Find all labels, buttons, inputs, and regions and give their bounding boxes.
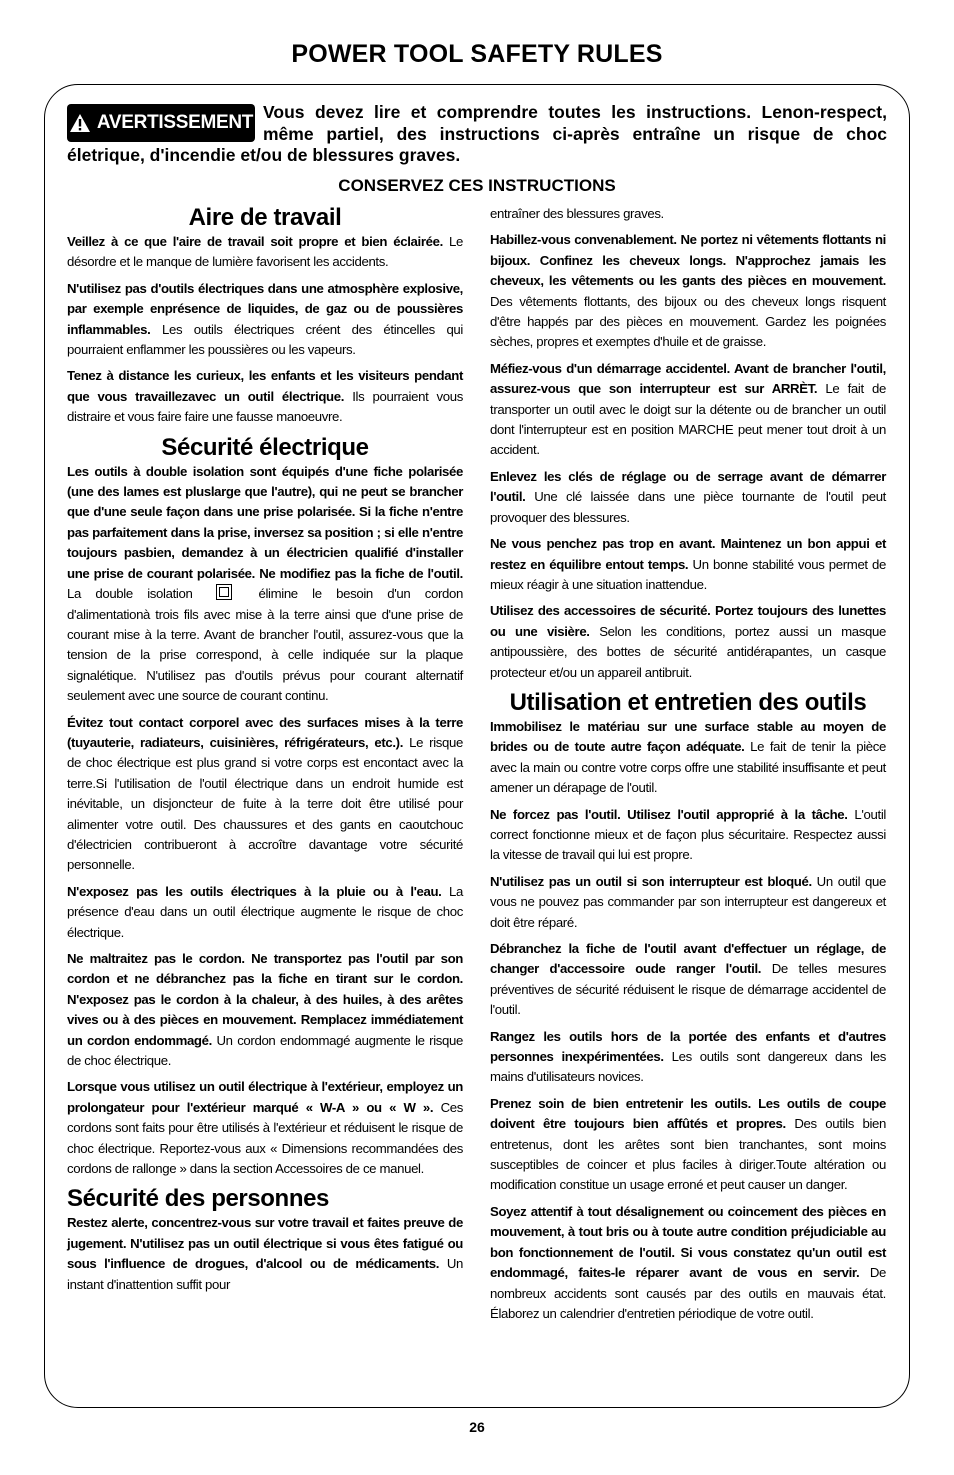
paragraph: Immobilisez le matériau sur une surface stable au moyen de brides ou de toute autre façon adéquate. Le fait de tenir la pièce avec la main ou contre votre corps offre une stabilité insuffisante et peut amener un dérapage de l'outil.: [490, 718, 886, 796]
warning-badge: [67, 104, 255, 142]
paragraph: Veillez à ce que l'aire de travail soit propre et bien éclairée. Le désordre et le manque de lumière favorisent les accidents.: [67, 234, 463, 270]
page-number: 26: [469, 1419, 485, 1435]
heading-tool-use: Utilisation et entretien des outils: [509, 688, 867, 716]
paragraph: N'utilisez pas un outil si son interrupteur est bloqué. Un outil que vous ne pouvez pas commander par son interrupteur est dangereux et doit être réparé.: [490, 873, 886, 930]
paragraph: Méfiez-vous d'un démarrage accidentel. Avant de brancher l'outil, assurez-vous que son interrupteur est sur ARRÈT. Le fait de transporter un outil avec le doigt sur la détente ou de brancher un outil dont l'interrupteur est en position MARCHE peut mener tout droit à un accident.: [490, 360, 886, 458]
paragraph: Lorsque vous utilisez un outil électrique à l'extérieur, employez un prolongateur pour l'extérieur marqué « W-A » ou « W ». Ces cordons sont faits pour être utilisés à l'extérieur et réduisent le risque de choc électrique. Reportez-vous aux « Dimensions recommandées des cordons de rallonge » dans la section Accessoires de ce manuel.: [67, 1079, 463, 1177]
paragraph: Soyez attentif à tout désalignement ou coincement des pièces en mouvement, à tout bris ou à toute autre condition préjudiciable au bon fonctionnement de l'outil. Si vous constatez qu'un outil est endommagé, faites-le réparer avant de vous en servir. De nombreux accidents sont causés par des outils en mauvais état. Élaborez un calendrier d'entretien périodique de votre outil.: [490, 1203, 886, 1321]
paragraph: Restez alerte, concentrez-vous sur votre travail et faites preuve de jugement. N'utilisez pas un outil électrique si vous êtes fatigué ou sous l'influence de drogues, d'alcool ou de médicaments. Un instant d'inattention suffit pour: [67, 1215, 463, 1292]
warning-label: AVERTISSEMENT: [96, 112, 254, 133]
left-column: [67, 204, 463, 1301]
paragraph: N'utilisez pas d'outils électriques dans une atmosphère explosive, par exemple enprésence de liquides, de gaz ou de poussières inflammables. Les outils électriques créent des étincelles qui pourraient enflammer les poussières ou les vapeurs.: [67, 280, 463, 358]
paragraph: Les outils à double isolation sont équipés d'une fiche polarisée (une des lames est pluslarge que l'autre), qui ne peut se brancher que d'une seule façon dans une prise polarisée. Si la fiche n'entre pas parfaitement dans la prise, inversez sa position ; si elle n'entre toujours pasbien, demandez à un électricien qualifié d'installer une prise de courant polarisée. Ne modifiez pas la fiche de l'outil. La double isolation élimine le besoin d'un cordon d'alimentationà trois fils avec mise à la terre ainsi que d'une prise de courant mise à la terre. Avant de brancher l'outil, assurez-vous que la tension de la prise correspond, à celle indiquée sur la plaque signalétique. N'utilisez pas d'outils prévus pour courant alternatif seulement avec une source de courant continu.: [67, 463, 463, 704]
paragraph: Utilisez des accessoires de sécurité. Portez toujours des lunettes ou une visière. Selon les conditions, portez aussi un masque antipoussière, des bottes de sécurité antidérapantes, un casque protecteur et/ou un appareil antibruit.: [490, 603, 886, 680]
heading-personal: Sécurité des personnes: [67, 1185, 329, 1213]
heading-electrical: Sécurité électrique: [161, 433, 369, 461]
paragraph: Habillez-vous convenablement. Ne portez ni vêtements flottants ni bijoux. Confinez les cheveux longs. N'approchez jamais les cheveux, les vêtements ou les gants des pièces en mouvement. Des vêtements flottants, des bijoux ou des cheveux longs risquent d'être happés par des pièces en mouvement. Gardez les poignées sèches, propres et exemptes d'huile et de graisse.: [490, 232, 886, 350]
warning-text: Vous devez lire et comprendre toutes les instructions. Lenon-respect, même partiel, des instructions ci-après entraîne un risque de choc életrique, d'incendie et/ou de blessures graves.: [67, 102, 887, 165]
paragraph: entraîner des blessures graves.: [490, 206, 664, 221]
paragraph: Ne vous penchez pas trop en avant. Maintenez un bon appui et restez en équilibre entout temps. Un bonne stabilité vous permet de mieux réagir à une situation inattendue.: [490, 536, 886, 592]
paragraph: Ne maltraitez pas le cordon. Ne transportez pas l'outil par son cordon et ne débranchez pas la fiche en tirant sur le cordon. N'exposez pas le cordon à la chaleur, à des huiles, à des arêtes vives ou à des pièces en mouvement. Remplacez immédiatement un cordon endommagé. Un cordon endommagé augmente le risque de choc électrique.: [67, 951, 463, 1069]
paragraph: Tenez à distance les curieux, les enfants et les visiteurs pendant que vous travaillezavec un outil électrique. Ils pourraient vous distraire et vous faire faire une fausse manoeuvre.: [67, 368, 463, 425]
paragraph: Enlevez les clés de réglage ou de serrage avant de démarrer l'outil. Une clé laissée dans une pièce tournante de l'outil peut provoquer des blessures.: [490, 468, 886, 525]
paragraph: Ne forcez pas l'outil. Utilisez l'outil approprié à la tâche. L'outil correct fonctionne mieux et de façon plus sécuritaire. Respectez aussi la vitesse de travail qui lui est propre.: [490, 806, 886, 863]
double-insulation-icon: [216, 584, 232, 600]
page-title: POWER TOOL SAFETY RULES: [291, 40, 663, 68]
conserve-heading: CONSERVEZ CES INSTRUCTIONS: [338, 176, 616, 195]
right-column: [490, 204, 886, 1330]
warning-triangle-icon: [69, 113, 91, 133]
heading-work-area: Aire de travail: [188, 204, 342, 231]
paragraph: Rangez les outils hors de la portée des enfants et d'autres personnes inexpérimentées. Les outils sont dangereux dans les mains d'utilisateurs novices.: [490, 1028, 886, 1085]
paragraph: Prenez soin de bien entretenir les outils. Les outils de coupe doivent être toujours bien affûtés et propres. Des outils bien entretenus, dont les arêtes sont bien tranchantes, sont moins susceptibles de coincer et plus faciles à diriger.Toute altération ou modification constitue un usage erroné et peut causer un danger.: [490, 1095, 887, 1193]
paragraph: N'exposez pas les outils électriques à la pluie ou à l'eau. La présence d'eau dans un outil électrique augmente le risque de choc électrique.: [67, 883, 463, 940]
paragraph: Évitez tout contact corporel avec des surfaces mises à la terre (tuyauterie, radiateurs, cuisinières, réfrigérateurs, etc.). Le risque de choc électrique est plus grand si votre corps est encontact avec la terre.Si l'utilisation de l'outil électrique dans un endroit humide est inévitable, un disjoncteur de fuite à la terre doit être utilisé pour alimenter votre outil. Des chaussures et des gants en caoutchouc d'électricien contribueront à accroître davantage votre sécurité personnelle.: [67, 714, 463, 873]
paragraph: Débranchez la fiche de l'outil avant d'effectuer un réglage, de changer d'accessoire oude ranger l'outil. De telles mesures préventives de sécurité réduisent le risque de démarrage accidentel de l'outil.: [490, 941, 886, 1018]
